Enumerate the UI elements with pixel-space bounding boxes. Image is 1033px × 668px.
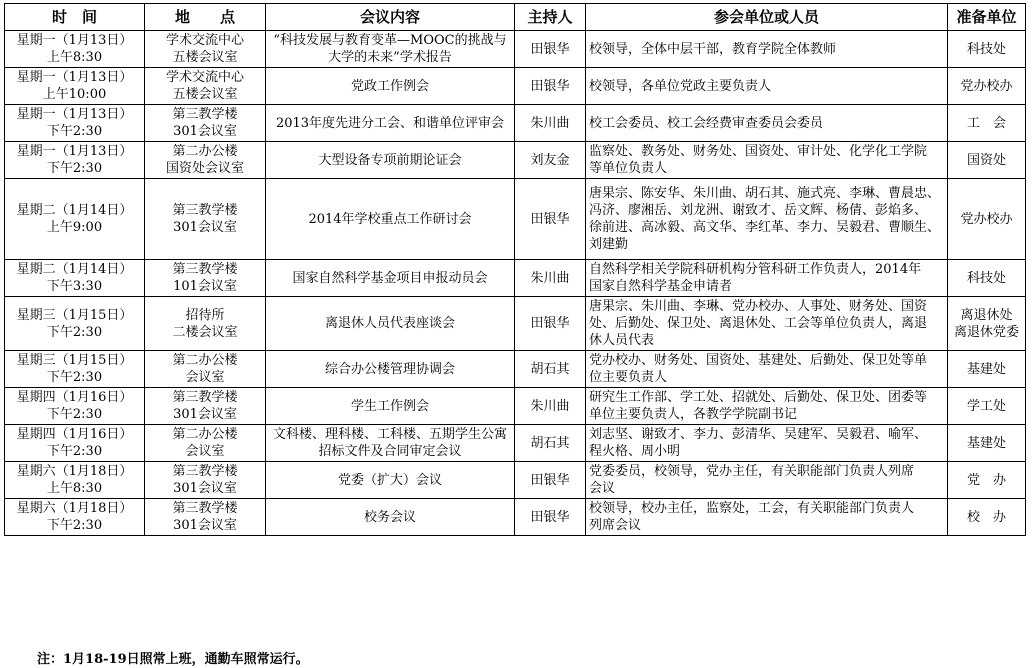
time-cell: [5, 142, 145, 179]
content-cell-line: 大学的未来”学术报告: [328, 50, 452, 65]
header-place: 地 点: [145, 4, 266, 31]
place-cell-line: 第三教学楼: [172, 464, 238, 479]
attendees-cell-line: 监察处、教务处、财务处、国资处、审计处、化学化工学院: [589, 144, 928, 159]
place-cell: [145, 105, 266, 142]
place-cell-line: 101会议室: [173, 279, 237, 294]
place-cell: [145, 388, 266, 425]
content-cell: [266, 351, 515, 388]
attendees-cell-line: 校领导，全体中层干部，教育学院全体教师: [589, 41, 837, 57]
attendees-cell-line: 校领导，各单位党政主要负责人: [589, 78, 772, 94]
attendees-cell: [586, 142, 948, 179]
time-cell-line: 星期六（1月18日）: [16, 464, 133, 479]
place-cell-line: 第三教学楼: [172, 203, 238, 218]
place-cell-line: 二楼会议室: [172, 324, 238, 340]
place-cell-line: 第二办公楼: [172, 427, 238, 442]
time-cell-line: 星期二（1月14日）: [16, 262, 133, 277]
prep-unit-cell: 国资处: [948, 142, 1026, 179]
place-cell-line: 第三教学楼: [172, 390, 238, 405]
place-cell: [145, 351, 266, 388]
time-cell-line: 上午8:30: [46, 481, 103, 496]
place-cell-line: 学术交流中心: [165, 70, 244, 85]
place-cell-line: 学术交流中心: [165, 33, 244, 48]
content-cell: [266, 260, 515, 297]
host-cell: 刘友金: [515, 142, 586, 179]
header-content: 会议内容: [266, 4, 515, 31]
content-cell: [266, 499, 515, 536]
attendees-cell: [586, 297, 948, 351]
place-cell: [145, 142, 266, 179]
place-cell: [145, 179, 266, 260]
content-cell: [266, 297, 515, 351]
time-cell-line: 星期一（1月13日）: [16, 33, 133, 48]
time-cell-line: 星期四（1月16日）: [16, 427, 133, 442]
attendees-cell: [586, 105, 948, 142]
table-row: [5, 462, 1026, 499]
host-cell: 田银华: [515, 31, 586, 68]
content-cell-line: 党委（扩大）会议: [337, 472, 442, 488]
host-cell: 胡石其: [515, 351, 586, 388]
time-cell-line: 星期六（1月18日）: [16, 501, 133, 516]
time-cell: [5, 499, 145, 536]
place-cell-line: 五楼会议室: [172, 50, 238, 65]
time-cell: [5, 31, 145, 68]
host-cell: 田银华: [515, 297, 586, 351]
table-row: [5, 142, 1026, 179]
header-host: 主持人: [515, 4, 586, 31]
place-cell-line: 第三教学楼: [172, 501, 238, 516]
time-cell-line: 下午2:30: [46, 518, 103, 533]
content-cell-line: 2013年度先进分工会、和谐单位评审会: [275, 115, 505, 131]
table-row: [5, 388, 1026, 425]
time-cell-line: 下午2:30: [46, 324, 103, 340]
attendees-cell-line: 休人员代表: [589, 333, 655, 348]
host-cell: 朱川曲: [515, 388, 586, 425]
content-cell-line: 党政工作例会: [350, 78, 429, 94]
prep-unit-cell: 党 办: [948, 462, 1026, 499]
host-cell: 田银华: [515, 499, 586, 536]
time-cell-line: 下午2:30: [46, 444, 103, 459]
place-cell: [145, 297, 266, 351]
time-cell: [5, 68, 145, 105]
content-cell-line: 离退休人员代表座谈会: [324, 316, 455, 331]
content-cell: [266, 31, 515, 68]
content-cell: [266, 68, 515, 105]
attendees-cell: [586, 260, 948, 297]
footer-note: 注：1月18-19日照常上班，通勤车照常运行。: [37, 652, 309, 667]
attendees-cell-line: 程火格、周小明: [589, 444, 681, 459]
prep-unit-cell: 科技处: [948, 31, 1026, 68]
time-cell-line: 下午2:30: [46, 124, 103, 139]
place-cell-line: 会议室: [185, 444, 225, 459]
table-row: [5, 179, 1026, 260]
place-cell-line: 301会议室: [173, 481, 237, 496]
attendees-cell-line: 国家自然科学基金申请者: [589, 279, 733, 294]
time-cell: [5, 297, 145, 351]
attendees-cell-line: 处、后勤处、保卫处、离退休处、工会等单位负责人，离退: [589, 316, 928, 331]
table-row: [5, 31, 1026, 68]
content-cell-line: 国家自然科学基金项目申报动员会: [292, 270, 488, 286]
attendees-cell-line: 唐果宗、陈安华、朱川曲、胡石其、施式亮、李琳、曹晨忠、: [589, 186, 941, 201]
attendees-cell-line: 校工会委员、校工会经费审查委员会委员: [589, 115, 824, 131]
time-cell-line: 下午2:30: [46, 370, 103, 385]
place-cell-line: 五楼会议室: [172, 87, 238, 102]
table-row: [5, 297, 1026, 351]
time-cell: [5, 351, 145, 388]
place-cell: [145, 68, 266, 105]
attendees-cell-line: 冯济、廖湘岳、刘龙洲、谢致才、岳文辉、杨倩、彭焰多、: [589, 203, 928, 218]
content-cell-line: 综合办公楼管理协调会: [324, 361, 455, 377]
attendees-cell-line: 会议: [589, 481, 616, 496]
content-cell-line: 文科楼、理科楼、工科楼、五期学生公寓: [272, 427, 507, 442]
attendees-cell: [586, 31, 948, 68]
content-cell: [266, 142, 515, 179]
table-row: [5, 499, 1026, 536]
host-cell: 田银华: [515, 179, 586, 260]
time-cell-line: 星期四（1月16日）: [16, 390, 133, 405]
table-row: [5, 425, 1026, 462]
prep-unit-cell: 党办校办: [948, 68, 1026, 105]
attendees-cell-line: 单位主要负责人，各教学学院副书记: [589, 407, 798, 422]
attendees-cell-line: 刘志坚、谢致才、李力、彭清华、吴建军、吴毅君、喻军、: [589, 427, 928, 442]
time-cell-line: 下午2:30: [46, 161, 103, 176]
prep-unit-cell: 学工处: [948, 388, 1026, 425]
place-cell: [145, 499, 266, 536]
table-row: [5, 351, 1026, 388]
content-cell-line: 大型设备专项前期论证会: [318, 152, 462, 168]
header-prep-unit: 准备单位: [948, 4, 1026, 31]
content-cell: [266, 388, 515, 425]
prep-unit-cell: 基建处: [948, 351, 1026, 388]
time-cell-line: 下午3:30: [46, 279, 103, 294]
place-cell: [145, 260, 266, 297]
host-cell: 胡石其: [515, 425, 586, 462]
time-cell: [5, 105, 145, 142]
header-row: [5, 4, 1026, 31]
content-cell-line: 学生工作例会: [350, 398, 429, 414]
place-cell-line: 301会议室: [173, 407, 237, 422]
time-cell-line: 上午10:00: [42, 87, 107, 102]
attendees-cell: [586, 462, 948, 499]
content-cell-line: “科技发展与教育变革—MOOC的挑战与: [273, 33, 507, 48]
time-cell-line: 上午8:30: [46, 50, 103, 65]
time-cell-line: 星期三（1月15日）: [16, 307, 133, 323]
attendees-cell-line: 位主要负责人: [589, 370, 668, 385]
time-cell-line: 星期一（1月13日）: [16, 70, 133, 85]
attendees-cell-line: 唐果宗、朱川曲、李琳、党办校办、人事处、财务处、国资: [589, 299, 928, 314]
attendees-cell: [586, 68, 948, 105]
time-cell: [5, 260, 145, 297]
content-cell: [266, 425, 515, 462]
attendees-cell-line: 校领导，校办主任，监察处，工会，有关职能部门负责人: [589, 501, 915, 516]
time-cell: [5, 425, 145, 462]
place-cell-line: 301会议室: [173, 518, 237, 533]
host-cell: 朱川曲: [515, 105, 586, 142]
meeting-schedule-table: [4, 3, 1026, 536]
content-cell-line: 2014年学校重点工作研讨会: [308, 211, 472, 227]
place-cell-line: 招待所: [185, 307, 225, 323]
place-cell-line: 301会议室: [173, 124, 237, 139]
attendees-cell: [586, 351, 948, 388]
prep-unit-cell: 党办校办: [948, 179, 1026, 260]
attendees-cell: [586, 388, 948, 425]
content-cell: [266, 105, 515, 142]
table-row: [5, 260, 1026, 297]
time-cell-line: 下午2:30: [46, 407, 103, 422]
attendees-cell-line: 党委委员，校领导，党办主任，有关职能部门负责人列席: [589, 464, 915, 479]
table-row: [5, 68, 1026, 105]
prep-unit-cell: 基建处: [948, 425, 1026, 462]
attendees-cell-line: 自然科学相关学院科研机构分管科研工作负责人，2014年: [589, 262, 922, 277]
time-cell-line: 上午9:00: [46, 220, 103, 235]
prep-unit-cell: 工 会: [948, 105, 1026, 142]
place-cell: [145, 425, 266, 462]
place-cell-line: 第二办公楼: [172, 353, 238, 368]
prep-unit-cell: 离退休处 离退休党委: [948, 297, 1026, 351]
host-cell: 田银华: [515, 68, 586, 105]
place-cell: [145, 462, 266, 499]
time-cell-line: 星期一（1月13日）: [16, 144, 133, 159]
attendees-cell: [586, 499, 948, 536]
attendees-cell: [586, 179, 948, 260]
time-cell-line: 星期三（1月15日）: [16, 353, 133, 368]
time-cell-line: 星期二（1月14日）: [16, 203, 133, 218]
schedule-body: [5, 31, 1026, 536]
time-cell: [5, 462, 145, 499]
host-cell: 朱川曲: [515, 260, 586, 297]
time-cell-line: 星期一（1月13日）: [16, 107, 133, 122]
content-cell-line: 招标文件及合同审定会议: [318, 444, 462, 459]
place-cell-line: 第三教学楼: [172, 107, 238, 122]
attendees-cell: [586, 425, 948, 462]
table-row: [5, 105, 1026, 142]
place-cell-line: 国资处会议室: [165, 161, 244, 176]
place-cell-line: 会议室: [185, 370, 225, 385]
attendees-cell-line: 研究生工作部、学工处、招就处、后勤处、保卫处、团委等: [589, 390, 928, 405]
attendees-cell-line: 徐前进、高冰毅、高文华、李红革、李力、吴毅君、曹顺生、: [589, 220, 941, 235]
place-cell-line: 第二办公楼: [172, 144, 238, 159]
content-cell: [266, 179, 515, 260]
host-cell: 田银华: [515, 462, 586, 499]
place-cell-line: 301会议室: [173, 220, 237, 235]
header-attendees: 参会单位或人员: [586, 4, 948, 31]
place-cell-line: 第三教学楼: [172, 262, 238, 277]
attendees-cell-line: 党办校办、财务处、国资处、基建处、后勤处、保卫处等单: [589, 353, 928, 368]
content-cell: [266, 462, 515, 499]
time-cell: [5, 388, 145, 425]
header-time: 时 间: [5, 4, 145, 31]
place-cell: [145, 31, 266, 68]
attendees-cell-line: 刘建勤: [589, 237, 629, 252]
content-cell-line: 校务会议: [363, 509, 416, 525]
prep-unit-cell: 校 办: [948, 499, 1026, 536]
attendees-cell-line: 等单位负责人: [589, 161, 668, 176]
attendees-cell-line: 列席会议: [589, 518, 642, 533]
time-cell: [5, 179, 145, 260]
prep-unit-cell: 科技处: [948, 260, 1026, 297]
